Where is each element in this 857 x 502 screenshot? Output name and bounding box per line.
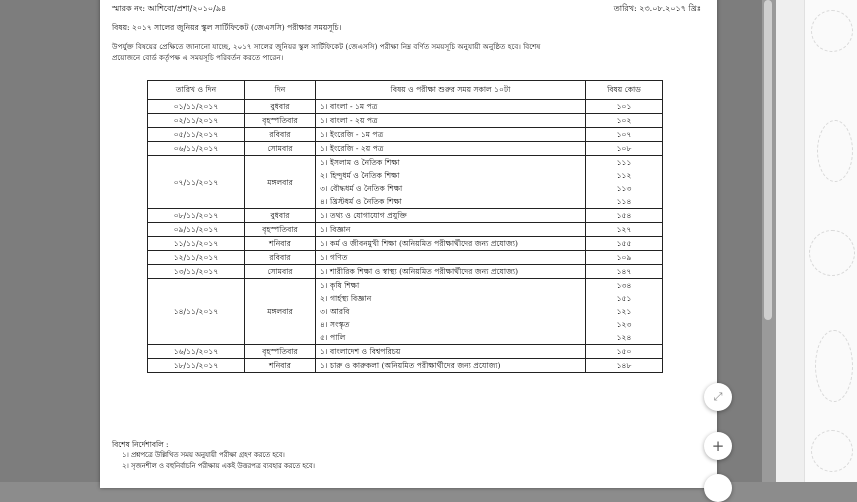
table-row	[148, 237, 663, 251]
exam-subject-text: ৩। বৌদ্ধধর্ম ও নৈতিক শিক্ষা	[320, 184, 403, 193]
exam-subject-text: ১। কৃষি শিক্ষা	[320, 281, 360, 290]
table-row	[148, 223, 663, 237]
exam-day	[245, 265, 316, 279]
exam-day-text: বৃহস্পতিবার	[262, 347, 298, 356]
decorative-pattern	[817, 120, 853, 182]
subject-code	[586, 279, 663, 345]
exam-schedule-table	[147, 80, 663, 373]
exam-day	[245, 156, 316, 209]
exam-subject	[316, 251, 586, 265]
exam-subject-text: ১। বাংলাদেশ ও বিশ্বপরিচয়	[320, 347, 401, 356]
intro-line-2: প্রয়োজনে বোর্ড কর্তৃপক্ষ এ সময়সূচি পরিবর্তন করতে পারেন।	[112, 53, 284, 62]
exam-subject	[316, 237, 586, 251]
side-decorative-card	[804, 0, 857, 482]
exam-date	[148, 128, 245, 142]
intro-line-1: উপর্যুক্ত বিষয়ের প্রেক্ষিতে জানানো যাচ্ছে, ২০১৭ সালের জুনিয়র স্কুল সার্টিফিকেট (জেএসসি) পরীক্ষা নিম্ন বর্ণিত সময়সূচি অনুযায়ী অনুষ্ঠিত হবে। বিশেষ	[112, 42, 541, 51]
subject-code	[586, 223, 663, 237]
exam-subject-text: ১। তথ্য ও যোগাযোগ প্রযুক্তি	[320, 211, 407, 220]
exam-date	[148, 142, 245, 156]
decorative-pattern	[815, 330, 853, 402]
exam-day	[245, 100, 316, 114]
note-item: ১। প্রশ্নপত্রে উল্লিখিত সময় অনুযায়ী পরীক্ষা গ্রহণ করতে হবে।	[122, 451, 285, 459]
exam-subject-text: ৪। সংস্কৃত	[320, 320, 350, 329]
subject-code	[586, 128, 663, 142]
subject-code	[586, 265, 663, 279]
exam-subject-text: ১। ইসলাম ও নৈতিক শিক্ষা	[320, 158, 400, 167]
table-row	[148, 100, 663, 114]
exam-subject	[316, 279, 586, 345]
exam-subject	[316, 265, 586, 279]
exam-date-text: ১৩/১১/২০১৭	[173, 267, 219, 276]
subject-code	[586, 237, 663, 251]
exam-subject-text: ১। ইংরেজি - ১ম পত্র	[320, 130, 384, 139]
exam-subject	[316, 100, 586, 114]
subject-code-text: ১২৩	[616, 320, 632, 329]
exam-day-text: রবিবার	[269, 253, 291, 262]
table-row	[148, 209, 663, 223]
exam-date-text: ০৯/১১/২০১৭	[173, 225, 219, 234]
exam-day	[245, 128, 316, 142]
subject-code	[586, 100, 663, 114]
subject-code-text: ১৫৪	[616, 211, 632, 220]
subject-code-text: ১২৪	[616, 333, 632, 342]
table-row	[148, 142, 663, 156]
exam-date	[148, 237, 245, 251]
exam-day-text: বুধবার	[270, 102, 290, 111]
table-row	[148, 156, 663, 209]
exam-day	[245, 345, 316, 359]
exam-date-text: ১১/১১/২০১৭	[173, 239, 219, 248]
exam-subject-text: ১। শারীরিক শিক্ষা ও স্বাস্থ্য (অনিয়মিত পরীক্ষার্থীদের জন্য প্রযোজ্য)	[320, 267, 519, 276]
subject-code	[586, 156, 663, 209]
exam-subject	[316, 359, 586, 373]
exam-day-text: মঙ্গলবার	[267, 307, 293, 316]
exam-subject-text: ২। গার্হস্থ্য বিজ্ঞান	[320, 294, 372, 303]
exam-day-text: সোমবার	[267, 144, 293, 153]
exam-date	[148, 100, 245, 114]
table-row	[148, 251, 663, 265]
subject-code-text: ১০২	[616, 116, 632, 125]
exam-day-text: সোমবার	[267, 267, 293, 276]
exam-subject-text: ১। বাংলা - ২য় পত্র	[320, 116, 378, 125]
exam-subject	[316, 114, 586, 128]
exam-day-text: বুধবার	[270, 211, 290, 220]
plus-icon: +	[711, 437, 725, 455]
header-day: দিন	[245, 81, 316, 100]
exam-subject-text: ৫। পালি	[320, 333, 346, 342]
subject-code	[586, 251, 663, 265]
exam-subject-text: ১। বাংলা - ১ম পত্র	[320, 102, 378, 111]
fit-page-icon: ⤢	[713, 390, 723, 403]
exam-subject-text: ২। হিন্দুধর্ম ও নৈতিক শিক্ষা	[320, 171, 400, 180]
exam-subject	[316, 223, 586, 237]
exam-date	[148, 265, 245, 279]
zoom-out-button[interactable]	[704, 474, 732, 502]
exam-day-text: শনিবার	[269, 361, 291, 370]
notes-title: বিশেষ নির্দেশাবলি :	[112, 440, 169, 449]
exam-date	[148, 279, 245, 345]
header-subject: বিষয় ও পরীক্ষা শুরুর সময় সকাল ১০টা	[316, 81, 586, 100]
exam-date-text: ০৫/১১/২০১৭	[173, 130, 219, 139]
subject-code-text: ১৫৫	[616, 239, 632, 248]
exam-day	[245, 251, 316, 265]
subject-code-text: ১০৭	[616, 130, 632, 139]
subject-code-text: ১২৭	[616, 225, 632, 234]
subject-code-text: ১০৯	[616, 253, 632, 262]
exam-day-text: রবিবার	[269, 130, 291, 139]
exam-day	[245, 359, 316, 373]
table-row	[148, 345, 663, 359]
table-row	[148, 114, 663, 128]
exam-day-text: শনিবার	[269, 239, 291, 248]
document-page	[100, 0, 717, 488]
decorative-pattern	[811, 10, 853, 52]
table-row	[148, 279, 663, 345]
exam-date-text: ০৬/১১/২০১৭	[173, 144, 219, 153]
exam-date	[148, 359, 245, 373]
memo-date: তারিখ: ২৩.০৮.২০১৭ খ্রিঃ	[613, 4, 701, 13]
exam-date-text: ০২/১১/২০১৭	[173, 116, 219, 125]
exam-subject	[316, 142, 586, 156]
exam-date	[148, 345, 245, 359]
exam-day	[245, 114, 316, 128]
subject-line: বিষয়: ২০১৭ সালের জুনিয়র স্কুল সার্টিফিকেট (জেএসসি) পরীক্ষার সময়সূচি।	[112, 23, 342, 32]
exam-day-text: মঙ্গলবার	[267, 177, 293, 187]
subject-code-text: ১৩৪	[616, 281, 632, 290]
header-date: তারিখ ও দিন	[148, 81, 245, 100]
header-code: বিষয় কোড	[586, 81, 663, 100]
exam-date	[148, 114, 245, 128]
exam-subject-text: ৩। আরবি	[320, 307, 350, 316]
exam-subject-text: ১। বিজ্ঞান	[320, 225, 351, 234]
note-item: ২। সৃজনশীল ও বহুনির্বাচনি পরীক্ষায় একই উত্তরপত্র ব্যবহার করতে হবে।	[122, 462, 315, 470]
subject-code-text: ১৫১	[616, 294, 632, 303]
exam-date-text: ১৬/১১/২০১৭	[173, 347, 219, 356]
fit-page-button[interactable]	[704, 383, 732, 411]
subject-code	[586, 359, 663, 373]
exam-subject-text: ১। কর্ম ও জীবনমুখী শিক্ষা (অনিয়মিত পরীক্ষার্থীদের জন্য প্রযোজ্য)	[320, 239, 518, 248]
exam-date-text: ০৮/১১/২০১৭	[173, 211, 219, 220]
zoom-in-button[interactable]	[704, 432, 732, 460]
exam-day-text: বৃহস্পতিবার	[262, 116, 298, 125]
exam-day	[245, 237, 316, 251]
subject-code	[586, 209, 663, 223]
special-instructions	[112, 439, 315, 472]
exam-date-text: ০১/১১/২০১৭	[173, 102, 219, 111]
exam-date-text: ১২/১১/২০১৭	[173, 253, 219, 262]
exam-subject-text: ১। চারু ও কারুকলা (অনিয়মিত পরীক্ষার্থীদের জন্য প্রযোজ্য)	[320, 361, 501, 370]
exam-date	[148, 156, 245, 209]
exam-subject	[316, 209, 586, 223]
exam-subject-text: ১। ইংরেজি - ২য় পত্র	[320, 144, 384, 153]
subject-code-text: ১০১	[616, 102, 632, 111]
subject-code-text: ১৪৮	[616, 361, 632, 370]
exam-day	[245, 223, 316, 237]
exam-day	[245, 142, 316, 156]
exam-subject-text: ১। গণিত	[320, 253, 348, 262]
subject-code	[586, 345, 663, 359]
scrollbar-thumb[interactable]	[764, 0, 772, 320]
table-row	[148, 128, 663, 142]
subject-code-text: ১০৮	[616, 144, 632, 153]
subject-code	[586, 142, 663, 156]
subject-code	[586, 114, 663, 128]
exam-date	[148, 251, 245, 265]
exam-subject	[316, 345, 586, 359]
subject-code-text: ১৫০	[616, 347, 632, 356]
memo-number: স্মারক নং: আশিবো/প্রশা/২০১০/৯৪	[112, 4, 227, 13]
exam-day	[245, 209, 316, 223]
exam-subject-text: ৪। খ্রিস্টধর্ম ও নৈতিক শিক্ষা	[320, 197, 402, 206]
exam-day-text: বৃহস্পতিবার	[262, 225, 298, 234]
decorative-pattern	[811, 430, 853, 472]
table-row	[148, 265, 663, 279]
exam-day	[245, 279, 316, 345]
exam-subject	[316, 128, 586, 142]
subject-code-text: ১১৪	[616, 197, 632, 206]
subject-code-text: ১৪৭	[616, 267, 632, 276]
decorative-pattern	[809, 230, 855, 276]
exam-date-text: ১৮/১১/২০১৭	[173, 361, 219, 370]
exam-date-text: ০৭/১১/২০১৭	[173, 177, 219, 187]
exam-date	[148, 209, 245, 223]
subject-code-text: ১১৩	[616, 184, 632, 193]
exam-date	[148, 223, 245, 237]
table-header-row	[148, 81, 663, 100]
exam-subject	[316, 156, 586, 209]
table-row	[148, 359, 663, 373]
subject-code-text: ১১১	[616, 158, 632, 167]
subject-code-text: ১১২	[616, 171, 632, 180]
subject-code-text: ১২১	[616, 307, 632, 316]
exam-date-text: ১৪/১১/২০১৭	[173, 307, 219, 316]
